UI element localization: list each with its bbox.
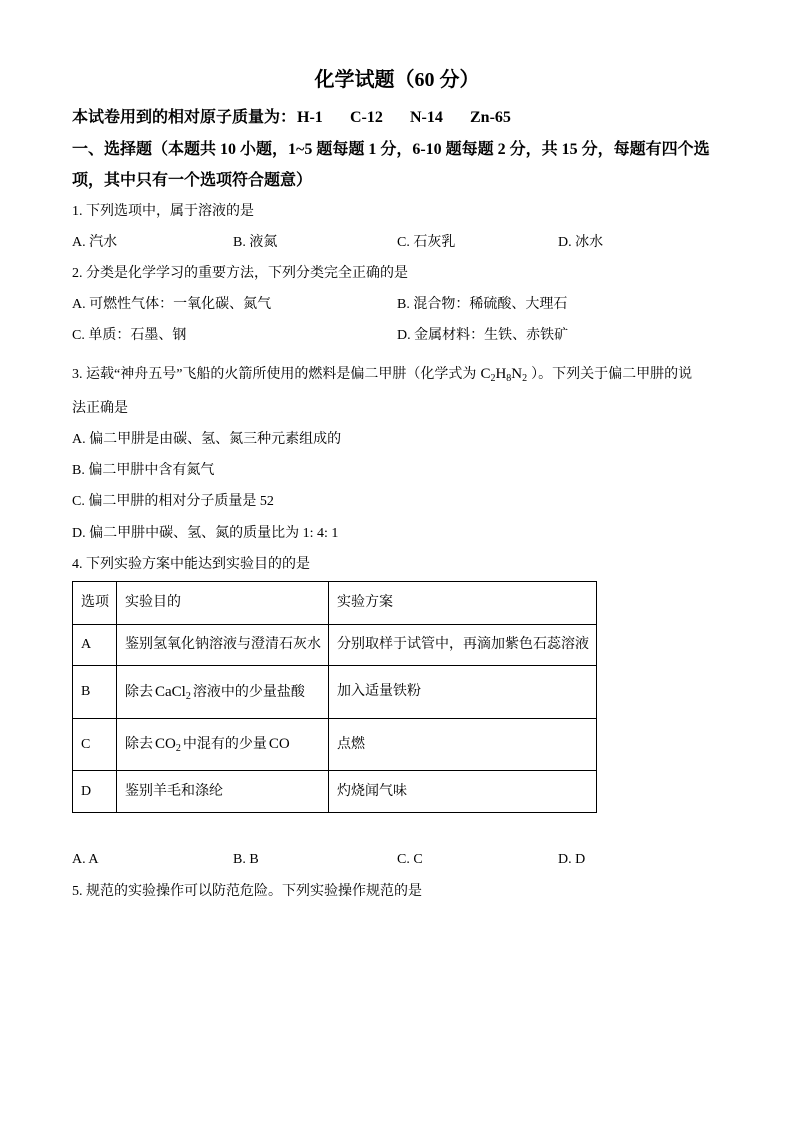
purpose-text: 中混有的少量 — [182, 737, 267, 752]
atomic-mass-c: C-12 — [350, 109, 383, 126]
experiment-table — [72, 581, 597, 813]
purpose-text: 除去 — [125, 737, 153, 752]
question-3-option-b: B. 偏二甲肼中含有氮气 — [72, 463, 215, 478]
table-cell-plan: 分别取样于试管中，再滴加紫色石蕊溶液 — [329, 625, 597, 666]
question-2-option-c: C. 单质：石墨、钢 — [72, 328, 187, 343]
table-cell-option: A — [73, 625, 117, 666]
table-header-purpose: 实验目的 — [117, 582, 329, 625]
question-3-stem-line-1 — [72, 366, 692, 383]
question-3-stem-after: ）。下列关于偏二甲肼的说 — [531, 367, 693, 382]
chem-formula-c2h8n2 — [480, 366, 527, 382]
table-header-plan: 实验方案 — [329, 582, 597, 625]
purpose-text: 溶液中的少量盐酸 — [192, 684, 305, 700]
question-1-option-d: D. 冰水 — [558, 235, 604, 250]
chem-element-h: H — [495, 366, 507, 382]
chem-formula-cacl2 — [155, 684, 191, 700]
question-4-stem: 4. 下列实验方案中能达到实验目的的是 — [72, 557, 310, 572]
question-2-stem: 2. 分类是化学学习的重要方法，下列分类完全正确的是 — [72, 266, 408, 281]
page-title: 化学试题（60 分） — [314, 69, 480, 91]
table-cell-purpose: 鉴别羊毛和涤纶 — [117, 771, 329, 813]
table-cell-plan: 点燃 — [329, 719, 597, 771]
chem-element-c: C — [480, 366, 491, 382]
question-4-option-b: B. B — [233, 852, 259, 867]
chem-element: CO — [155, 736, 176, 752]
table-cell-purpose — [117, 666, 329, 719]
chem-subscript: 2 — [522, 373, 528, 384]
question-3-option-d: D. 偏二甲肼中碳、氢、氮的质量比为 1: 4: 1 — [72, 526, 339, 541]
table-cell-option: C — [73, 719, 117, 771]
chem-subscript: 8 — [506, 373, 512, 384]
question-2-option-d: D. 金属材料：生铁、赤铁矿 — [397, 328, 569, 343]
table-cell-option: B — [73, 666, 117, 719]
question-5-stem: 5. 规范的实验操作可以防范危险。下列实验操作规范的是 — [72, 884, 422, 899]
question-3-stem-line-2: 法正确是 — [72, 401, 128, 416]
table-cell-purpose — [117, 719, 329, 771]
question-2-option-b: B. 混合物：稀硫酸、大理石 — [397, 297, 568, 312]
chem-subscript: 2 — [490, 373, 496, 384]
question-4-option-a: A. A — [72, 852, 99, 867]
question-1-option-b: B. 液氮 — [233, 235, 278, 250]
section-heading-line-1: 一、选择题（本题共 10 小题，1~5 题每题 1 分，6-10 题每题 2 分，共 15 分，每题有四个选 — [72, 141, 710, 158]
atomic-mass-n: N-14 — [410, 109, 443, 126]
atomic-mass-label: 本试卷用到的相对原子质量为： — [72, 109, 297, 126]
question-4-option-c: C. C — [397, 852, 423, 867]
table-cell-purpose: 鉴别氢氧化钠溶液与澄清石灰水 — [117, 625, 329, 666]
chem-subscript: 2 — [175, 743, 181, 754]
table-row-d — [73, 771, 597, 813]
atomic-mass-zn: Zn-65 — [470, 109, 511, 126]
chem-subscript: 2 — [185, 690, 191, 702]
chem-element-n: N — [511, 366, 523, 382]
table-header-row — [73, 582, 597, 625]
question-2-option-a: A. 可燃性气体：一氧化碳、氮气 — [72, 297, 272, 312]
question-3-option-a: A. 偏二甲肼是由碳、氢、氮三种元素组成的 — [72, 432, 342, 447]
table-row-b — [73, 666, 597, 719]
question-3-stem-before: 3. 运载“神舟五号”飞船的火箭所使用的燃料是偏二甲肼（化学式为 — [72, 367, 477, 382]
table-header-option: 选项 — [73, 582, 117, 625]
chem-formula-co2 — [155, 736, 181, 752]
purpose-text: 除去 — [125, 684, 153, 700]
question-3-option-c: C. 偏二甲肼的相对分子质量是 52 — [72, 494, 274, 509]
question-1-option-c: C. 石灰乳 — [397, 235, 456, 250]
chem-element: CaCl — [155, 683, 186, 700]
section-heading-line-2: 项，其中只有一个选项符合题意） — [72, 172, 313, 189]
chem-formula-co: CO — [268, 736, 290, 752]
question-1-option-a: A. 汽水 — [72, 235, 118, 250]
table-cell-plan: 加入适量铁粉 — [329, 666, 597, 719]
table-row-c — [73, 719, 597, 771]
question-1-stem: 1. 下列选项中，属于溶液的是 — [72, 204, 254, 219]
table-row-a — [73, 625, 597, 666]
atomic-mass-h: H-1 — [297, 109, 323, 126]
question-4-option-d: D. D — [558, 852, 586, 867]
table-cell-plan: 灼烧闻气味 — [329, 771, 597, 813]
table-cell-option: D — [73, 771, 117, 813]
